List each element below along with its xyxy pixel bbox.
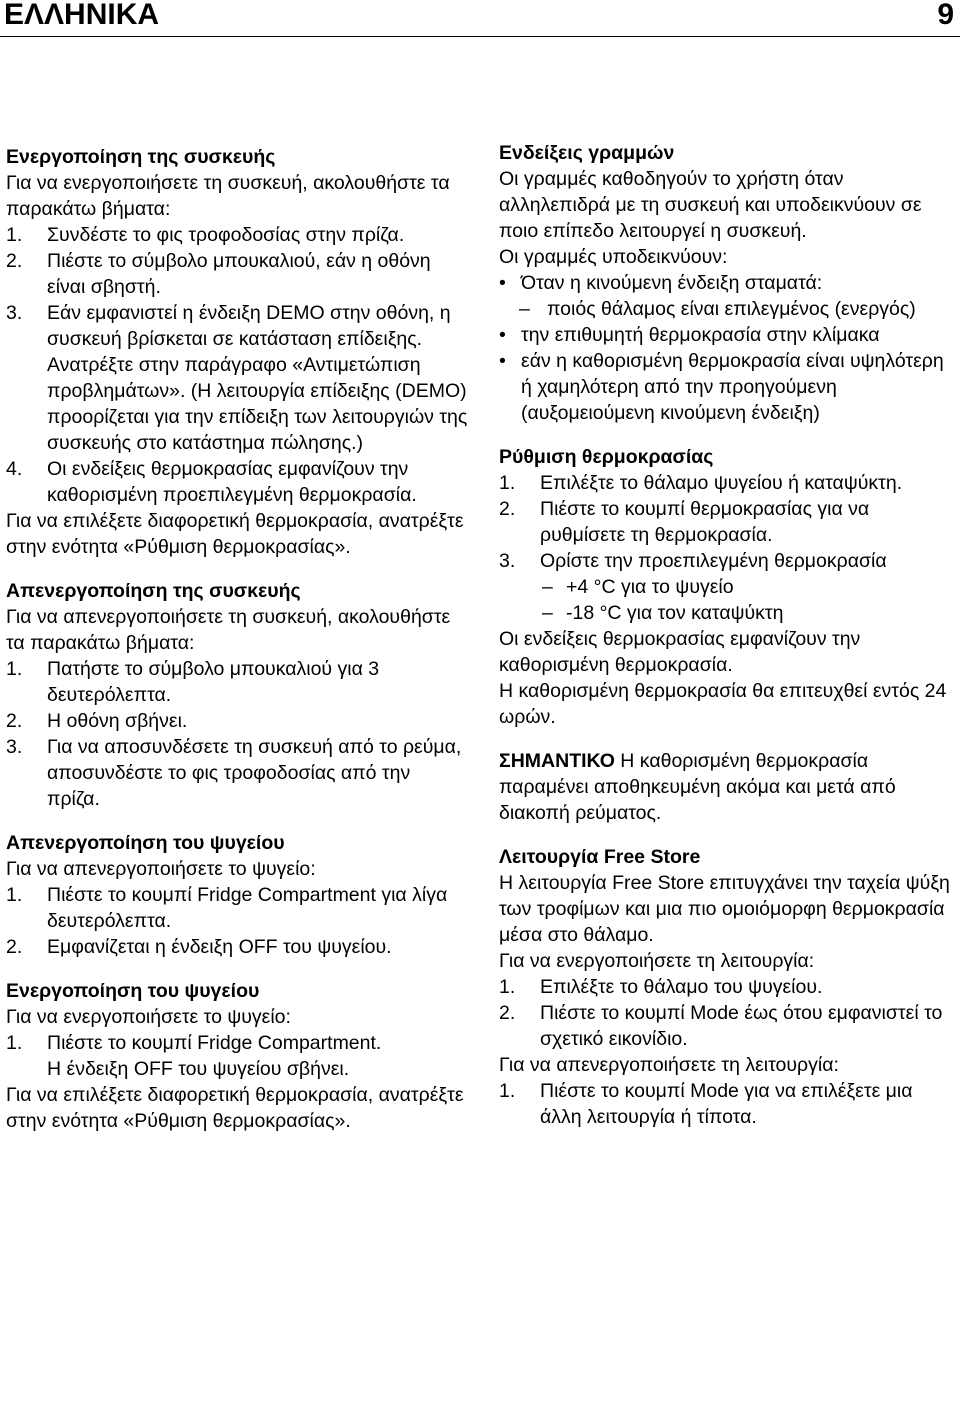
step-text: Πιέστε το κουμπί θερμοκρασίας για να ρυθμίσετε τη θερμοκρασία. (540, 498, 870, 546)
step-text: Επιλέξτε το θάλαμο ψυγείου ή καταψύκτη. (540, 472, 903, 494)
paragraph: Οι ενδείξεις θερμοκρασίας εμφανίζουν την καθορισμένη θερμοκρασία. (499, 628, 861, 676)
step-number: 1. (499, 976, 516, 998)
step-text: Η οθόνη σβήνει. (47, 710, 188, 732)
step-item (6, 708, 468, 734)
step-note (6, 1056, 468, 1082)
section-heading: Λειτουργία Free Store (499, 846, 701, 868)
dash-text: -18 °C για τον καταψύκτη (566, 602, 784, 624)
step-note-text: Η ένδειξη OFF του ψυγείου σβήνει. (47, 1058, 350, 1080)
step-item (499, 1078, 959, 1130)
step-text: Για να αποσυνδέσετε τη συσκευή από το ρεύμα, αποσυνδέστε το φις τροφοδοσίας από την πρίζα. (47, 736, 462, 810)
step-item (6, 734, 468, 812)
step-item (6, 1030, 468, 1056)
section-outro: Για να επιλέξετε διαφορετική θερμοκρασία, ανατρέξτε στην ενότητα «Ρύθμιση θερμοκρασίας». (6, 510, 464, 558)
step-text: Εμφανίζεται η ένδειξη OFF του ψυγείου. (47, 936, 392, 958)
step-number: 2. (6, 936, 23, 958)
language-label: ΕΛΛΗΝΙΚΑ (4, 0, 160, 31)
section-heading: Ενεργοποίηση του ψυγείου (6, 980, 260, 1002)
step-number: 3. (6, 736, 23, 758)
step-text: Εάν εμφανιστεί η ένδειξη DEMO στην οθόνη, η συσκευή βρίσκεται σε κατάσταση επίδειξης. Ανατρέξτε στην παράγραφο «Αντιμετώπιση προβλημάτων». (Η λειτουργία επίδειξης (DEMO) προορίζεται για την επίδειξη των λειτουργιών της συσκευής στο κατάστημα πώλησης.) (47, 302, 468, 454)
step-text: Πιέστε το κουμπί Mode έως ότου εμφανιστεί το σχετικό εικονίδιο. (540, 1002, 943, 1050)
step-item (6, 934, 468, 960)
step-item (499, 1000, 959, 1052)
step-text: Οι ενδείξεις θερμοκρασίας εμφανίζουν την καθορισμένη προεπιλεγμένη θερμοκρασία. (47, 458, 417, 506)
bullet-icon: • (499, 350, 506, 372)
section-heading: Απενεργοποίηση του ψυγείου (6, 832, 285, 854)
section-heading: Ενδείξεις γραμμών (499, 142, 675, 164)
dash-icon: – (542, 576, 553, 598)
step-text: Πατήστε το σύμβολο μπουκαλιού για 3 δευτερόλεπτα. (47, 658, 380, 706)
step-number: 2. (6, 710, 23, 732)
bullet-item (499, 348, 959, 426)
step-item (6, 882, 468, 934)
page-number: 9 (937, 0, 954, 31)
section-intro: Για να απενεργοποιήσετε το ψυγείο: (6, 858, 316, 880)
step-text: Συνδέστε το φις τροφοδοσίας στην πρίζα. (47, 224, 405, 246)
step-number: 3. (499, 550, 516, 572)
step-item (499, 470, 959, 496)
section-intro: Για να ενεργοποιήσετε τη συσκευή, ακολουθήστε τα παρακάτω βήματα: (6, 172, 450, 220)
step-item (6, 300, 468, 456)
step-item (499, 548, 959, 574)
step-text: Πιέστε το σύμβολο μπουκαλιού, εάν η οθόνη είναι σβηστή. (47, 250, 431, 298)
right-column (499, 140, 959, 1130)
bullet-icon: • (499, 272, 506, 294)
important-note (499, 748, 959, 826)
bullet-item (499, 322, 959, 348)
section-intro: Για να απενεργοποιήσετε τη συσκευή, ακολουθήστε τα παρακάτω βήματα: (6, 606, 451, 654)
step-item (6, 456, 468, 508)
dash-icon: – (542, 602, 553, 624)
step-number: 2. (499, 498, 516, 520)
section-heading: Απενεργοποίηση της συσκευής (6, 580, 301, 602)
paragraph: Για να ενεργοποιήσετε τη λειτουργία: (499, 950, 815, 972)
bullet-text: εάν η καθορισμένη θερμοκρασία είναι υψηλότερη ή χαμηλότερη από την προηγούμενη (αυξομειούμενη κινούμενη ένδειξη) (521, 350, 944, 424)
step-item (499, 496, 959, 548)
step-text: Ορίστε την προεπιλεγμένη θερμοκρασία (540, 550, 887, 572)
paragraph: Για να απενεργοποιήσετε τη λειτουργία: (499, 1054, 839, 1076)
section-intro: Για να ενεργοποιήσετε το ψυγείο: (6, 1006, 291, 1028)
section-outro: Για να επιλέξετε διαφορετική θερμοκρασία, ανατρέξτε στην ενότητα «Ρύθμιση θερμοκρασίας». (6, 1084, 464, 1132)
dash-item (499, 296, 959, 322)
paragraph: Η λειτουργία Free Store επιτυγχάνει την ταχεία ψύξη των τροφίμων και μια πιο ομοιόμορφη θερμοκρασία μέσα στο θάλαμο. (499, 872, 950, 946)
step-number: 4. (6, 458, 23, 480)
step-item (6, 222, 468, 248)
dash-text: +4 °C για το ψυγείο (566, 576, 734, 598)
left-column (6, 140, 468, 1134)
dash-item (499, 600, 959, 626)
paragraph: Οι γραμμές καθοδηγούν το χρήστη όταν αλληλεπιδρά με τη συσκευή και υποδεικνύουν σε ποιο επίπεδο λειτουργεί η συσκευή. (499, 168, 922, 242)
step-number: 1. (6, 884, 23, 906)
important-text: Η καθορισμένη θερμοκρασία παραμένει αποθηκευμένη ακόμα και μετά από διακοπή ρεύματος. (499, 750, 896, 824)
dash-item (499, 574, 959, 600)
step-text: Πιέστε το κουμπί Mode για να επιλέξετε μια άλλη λειτουργία ή τίποτα. (540, 1080, 913, 1128)
step-item (6, 248, 468, 300)
step-number: 1. (6, 224, 23, 246)
bullet-text: την επιθυμητή θερμοκρασία στην κλίμακα (521, 324, 880, 346)
bullet-icon: • (499, 324, 506, 346)
dash-icon: – (519, 298, 530, 320)
step-item (6, 656, 468, 708)
important-label: ΣΗΜΑΝΤΙΚΟ (499, 750, 615, 772)
step-number: 2. (6, 250, 23, 272)
step-number: 1. (6, 1032, 23, 1054)
section-heading: Ρύθμιση θερμοκρασίας (499, 446, 714, 468)
step-text: Πιέστε το κουμπί Fridge Compartment για λίγα δευτερόλεπτα. (47, 884, 448, 932)
bullet-text: Όταν η κινούμενη ένδειξη σταματά: (521, 272, 823, 294)
step-item (499, 974, 959, 1000)
paragraph: Η καθορισμένη θερμοκρασία θα επιτευχθεί εντός 24 ωρών. (499, 680, 947, 728)
step-number: 1. (499, 472, 516, 494)
step-number: 1. (499, 1080, 516, 1102)
paragraph: Οι γραμμές υποδεικνύουν: (499, 246, 728, 268)
step-text: Επιλέξτε το θάλαμο του ψυγείου. (540, 976, 823, 998)
step-text: Πιέστε το κουμπί Fridge Compartment. (47, 1032, 382, 1054)
step-number: 1. (6, 658, 23, 680)
step-number: 3. (6, 302, 23, 324)
dash-text: ποιός θάλαμος είναι επιλεγμένος (ενεργός) (547, 298, 916, 320)
page-header (0, 0, 960, 37)
bullet-item (499, 270, 959, 296)
section-heading: Ενεργοποίηση της συσκευής (6, 146, 276, 168)
step-number: 2. (499, 1002, 516, 1024)
